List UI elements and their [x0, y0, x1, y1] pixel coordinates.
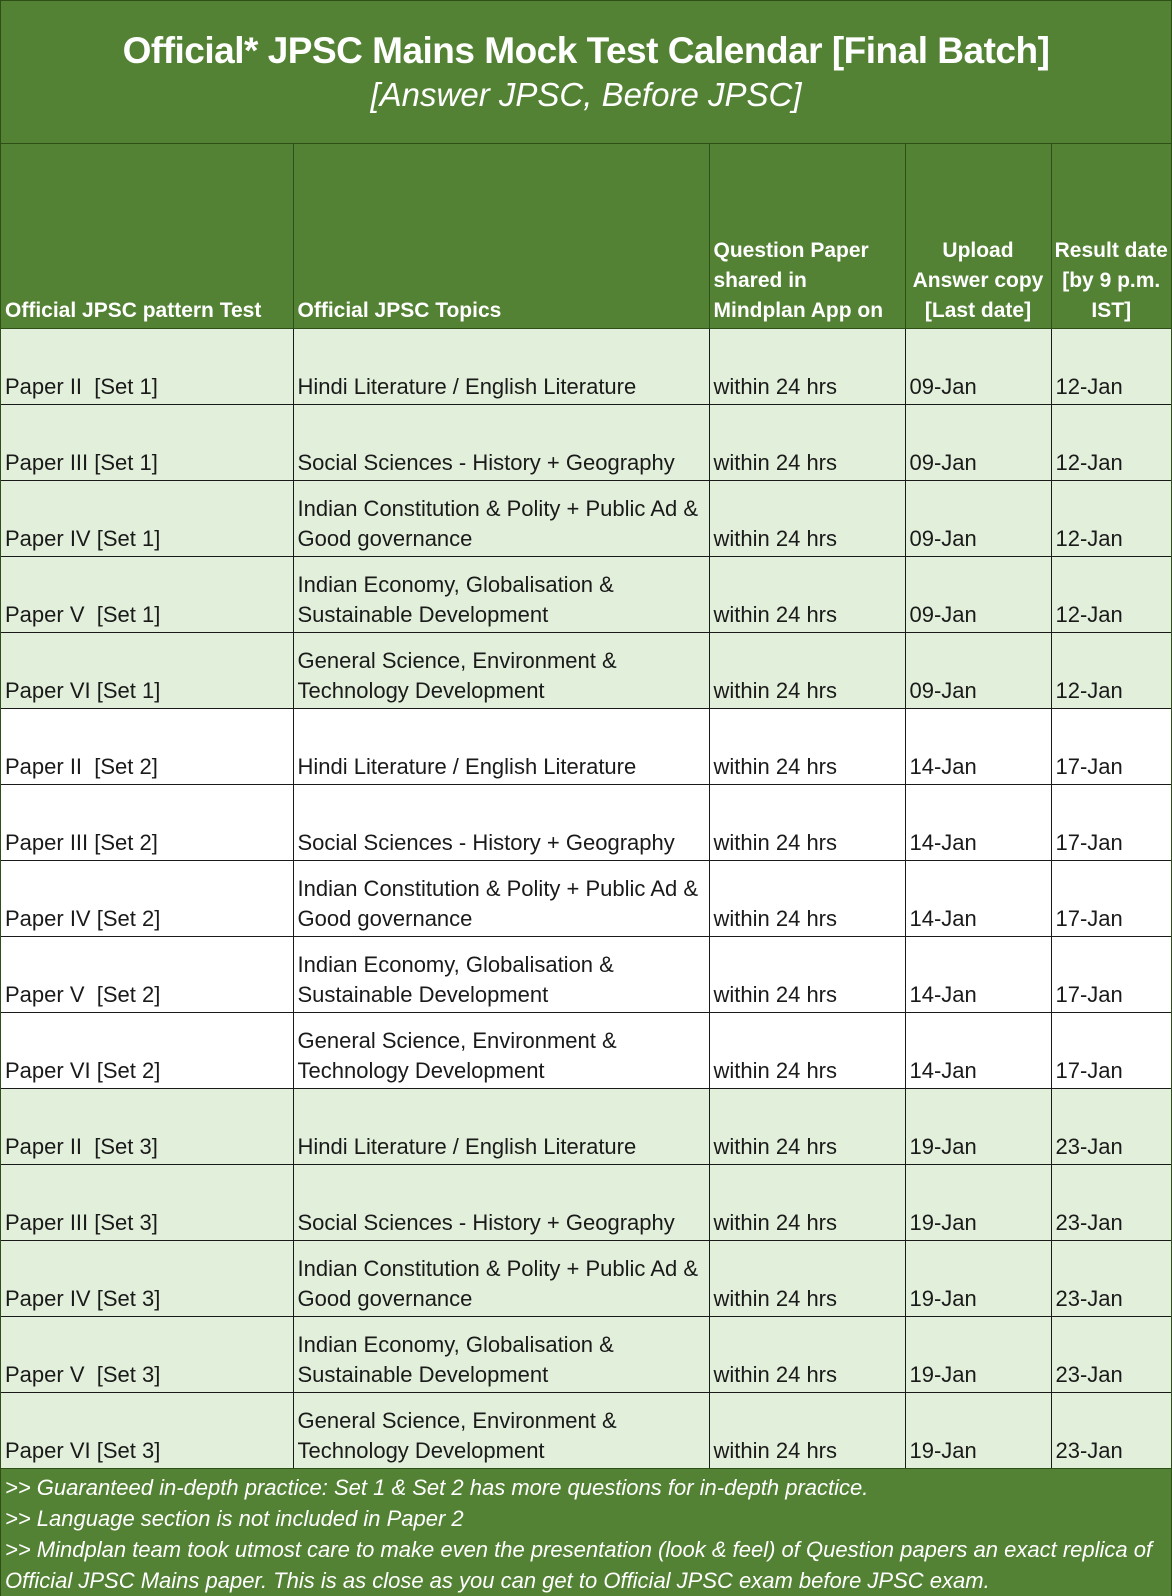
- table-row: [1, 1392, 1171, 1468]
- note-replica-presentation: >> Mindplan team took utmost care to make even the presentation (look & feel) of Question papers an exact replica of Official JPSC Mains paper. This is as close as you can get to Official JPSC exam before JPSC exam.: [5, 1537, 1153, 1593]
- cell-result-date: 12-Jan: [1051, 404, 1171, 480]
- cell-test-name: Paper III [Set 2]: [1, 784, 293, 860]
- cell-result-date: 12-Jan: [1051, 480, 1171, 556]
- cell-upload-date: 19-Jan: [905, 1392, 1051, 1468]
- cell-topic: Hindi Literature / English Literature: [293, 328, 709, 404]
- cell-result-date: 23-Jan: [1051, 1316, 1171, 1392]
- table-row: [1, 404, 1171, 480]
- cell-test-name: Paper V [Set 1]: [1, 556, 293, 632]
- cell-test-name: Paper IV [Set 3]: [1, 1240, 293, 1316]
- cell-result-date: 17-Jan: [1051, 784, 1171, 860]
- cell-shared-on: within 24 hrs: [709, 936, 905, 1012]
- cell-upload-date: 19-Jan: [905, 1164, 1051, 1240]
- footer-notes: [1, 1468, 1171, 1596]
- table-row: [1, 1316, 1171, 1392]
- cell-shared-on: within 24 hrs: [709, 1088, 905, 1164]
- cell-upload-date: 09-Jan: [905, 556, 1051, 632]
- cell-topic: Social Sciences - History + Geography: [293, 784, 709, 860]
- cell-test-name: Paper III [Set 1]: [1, 404, 293, 480]
- cell-test-name: Paper V [Set 2]: [1, 936, 293, 1012]
- cell-upload-date: 09-Jan: [905, 328, 1051, 404]
- column-header-test: Official JPSC pattern Test: [1, 144, 293, 328]
- table-row: [1, 784, 1171, 860]
- cell-topic: Social Sciences - History + Geography: [293, 1164, 709, 1240]
- table-row: [1, 708, 1171, 784]
- cell-topic: Indian Economy, Globalisation & Sustainable Development: [293, 936, 709, 1012]
- cell-topic: Hindi Literature / English Literature: [293, 1088, 709, 1164]
- cell-shared-on: within 24 hrs: [709, 480, 905, 556]
- cell-result-date: 17-Jan: [1051, 1012, 1171, 1088]
- cell-topic: General Science, Environment & Technology Development: [293, 1012, 709, 1088]
- cell-shared-on: within 24 hrs: [709, 784, 905, 860]
- table-row: [1, 1088, 1171, 1164]
- cell-result-date: 12-Jan: [1051, 328, 1171, 404]
- cell-shared-on: within 24 hrs: [709, 1012, 905, 1088]
- schedule-table: [1, 144, 1171, 1469]
- cell-shared-on: within 24 hrs: [709, 556, 905, 632]
- cell-shared-on: within 24 hrs: [709, 632, 905, 708]
- table-row: [1, 632, 1171, 708]
- column-header-result-date: Result date [by 9 p.m. IST]: [1051, 144, 1171, 328]
- cell-shared-on: within 24 hrs: [709, 1316, 905, 1392]
- cell-result-date: 17-Jan: [1051, 936, 1171, 1012]
- cell-test-name: Paper II [Set 2]: [1, 708, 293, 784]
- cell-test-name: Paper V [Set 3]: [1, 1316, 293, 1392]
- table-header-row: [1, 144, 1171, 328]
- table-row: [1, 1164, 1171, 1240]
- cell-upload-date: 19-Jan: [905, 1088, 1051, 1164]
- cell-topic: Indian Constitution & Polity + Public Ad & Good governance: [293, 480, 709, 556]
- cell-topic: Indian Economy, Globalisation & Sustainable Development: [293, 556, 709, 632]
- cell-result-date: 17-Jan: [1051, 708, 1171, 784]
- cell-upload-date: 14-Jan: [905, 936, 1051, 1012]
- cell-upload-date: 14-Jan: [905, 784, 1051, 860]
- cell-shared-on: within 24 hrs: [709, 1392, 905, 1468]
- cell-result-date: 23-Jan: [1051, 1392, 1171, 1468]
- column-header-shared-on: Question Paper shared in Mindplan App on: [709, 144, 905, 328]
- cell-test-name: Paper VI [Set 3]: [1, 1392, 293, 1468]
- cell-test-name: Paper IV [Set 2]: [1, 860, 293, 936]
- cell-upload-date: 09-Jan: [905, 480, 1051, 556]
- cell-upload-date: 09-Jan: [905, 404, 1051, 480]
- table-body: [1, 328, 1171, 1468]
- cell-result-date: 23-Jan: [1051, 1240, 1171, 1316]
- cell-topic: General Science, Environment & Technology Development: [293, 1392, 709, 1468]
- note-in-depth-practice: >> Guaranteed in-depth practice: Set 1 & Set 2 has more questions for in-depth practice.: [5, 1475, 869, 1500]
- cell-test-name: Paper IV [Set 1]: [1, 480, 293, 556]
- page-subtitle: [Answer JPSC, Before JPSC]: [370, 76, 802, 113]
- table-row: [1, 556, 1171, 632]
- cell-test-name: Paper II [Set 3]: [1, 1088, 293, 1164]
- cell-result-date: 23-Jan: [1051, 1088, 1171, 1164]
- cell-shared-on: within 24 hrs: [709, 1164, 905, 1240]
- table-row: [1, 936, 1171, 1012]
- cell-topic: Indian Constitution & Polity + Public Ad & Good governance: [293, 1240, 709, 1316]
- cell-shared-on: within 24 hrs: [709, 1240, 905, 1316]
- cell-topic: Hindi Literature / English Literature: [293, 708, 709, 784]
- cell-test-name: Paper III [Set 3]: [1, 1164, 293, 1240]
- table-row: [1, 328, 1171, 404]
- cell-result-date: 23-Jan: [1051, 1164, 1171, 1240]
- cell-upload-date: 14-Jan: [905, 1012, 1051, 1088]
- cell-shared-on: within 24 hrs: [709, 708, 905, 784]
- cell-result-date: 17-Jan: [1051, 860, 1171, 936]
- table-row: [1, 860, 1171, 936]
- column-header-upload-date: Upload Answer copy [Last date]: [905, 144, 1051, 328]
- cell-result-date: 12-Jan: [1051, 632, 1171, 708]
- table-row: [1, 1012, 1171, 1088]
- cell-upload-date: 09-Jan: [905, 632, 1051, 708]
- cell-shared-on: within 24 hrs: [709, 860, 905, 936]
- cell-result-date: 12-Jan: [1051, 556, 1171, 632]
- cell-test-name: Paper II [Set 1]: [1, 328, 293, 404]
- table-row: [1, 480, 1171, 556]
- table-row: [1, 1240, 1171, 1316]
- cell-upload-date: 19-Jan: [905, 1316, 1051, 1392]
- cell-shared-on: within 24 hrs: [709, 404, 905, 480]
- note-language-section: >> Language section is not included in Paper 2: [5, 1506, 464, 1531]
- cell-upload-date: 14-Jan: [905, 708, 1051, 784]
- cell-topic: Indian Constitution & Polity + Public Ad & Good governance: [293, 860, 709, 936]
- cell-upload-date: 14-Jan: [905, 860, 1051, 936]
- cell-test-name: Paper VI [Set 2]: [1, 1012, 293, 1088]
- column-header-topics: Official JPSC Topics: [293, 144, 709, 328]
- cell-topic: Indian Economy, Globalisation & Sustainable Development: [293, 1316, 709, 1392]
- cell-topic: General Science, Environment & Technology Development: [293, 632, 709, 708]
- cell-shared-on: within 24 hrs: [709, 328, 905, 404]
- cell-upload-date: 19-Jan: [905, 1240, 1051, 1316]
- cell-test-name: Paper VI [Set 1]: [1, 632, 293, 708]
- page-title: Official* JPSC Mains Mock Test Calendar [Final Batch]: [122, 30, 1050, 71]
- title-banner: [1, 1, 1171, 144]
- cell-topic: Social Sciences - History + Geography: [293, 404, 709, 480]
